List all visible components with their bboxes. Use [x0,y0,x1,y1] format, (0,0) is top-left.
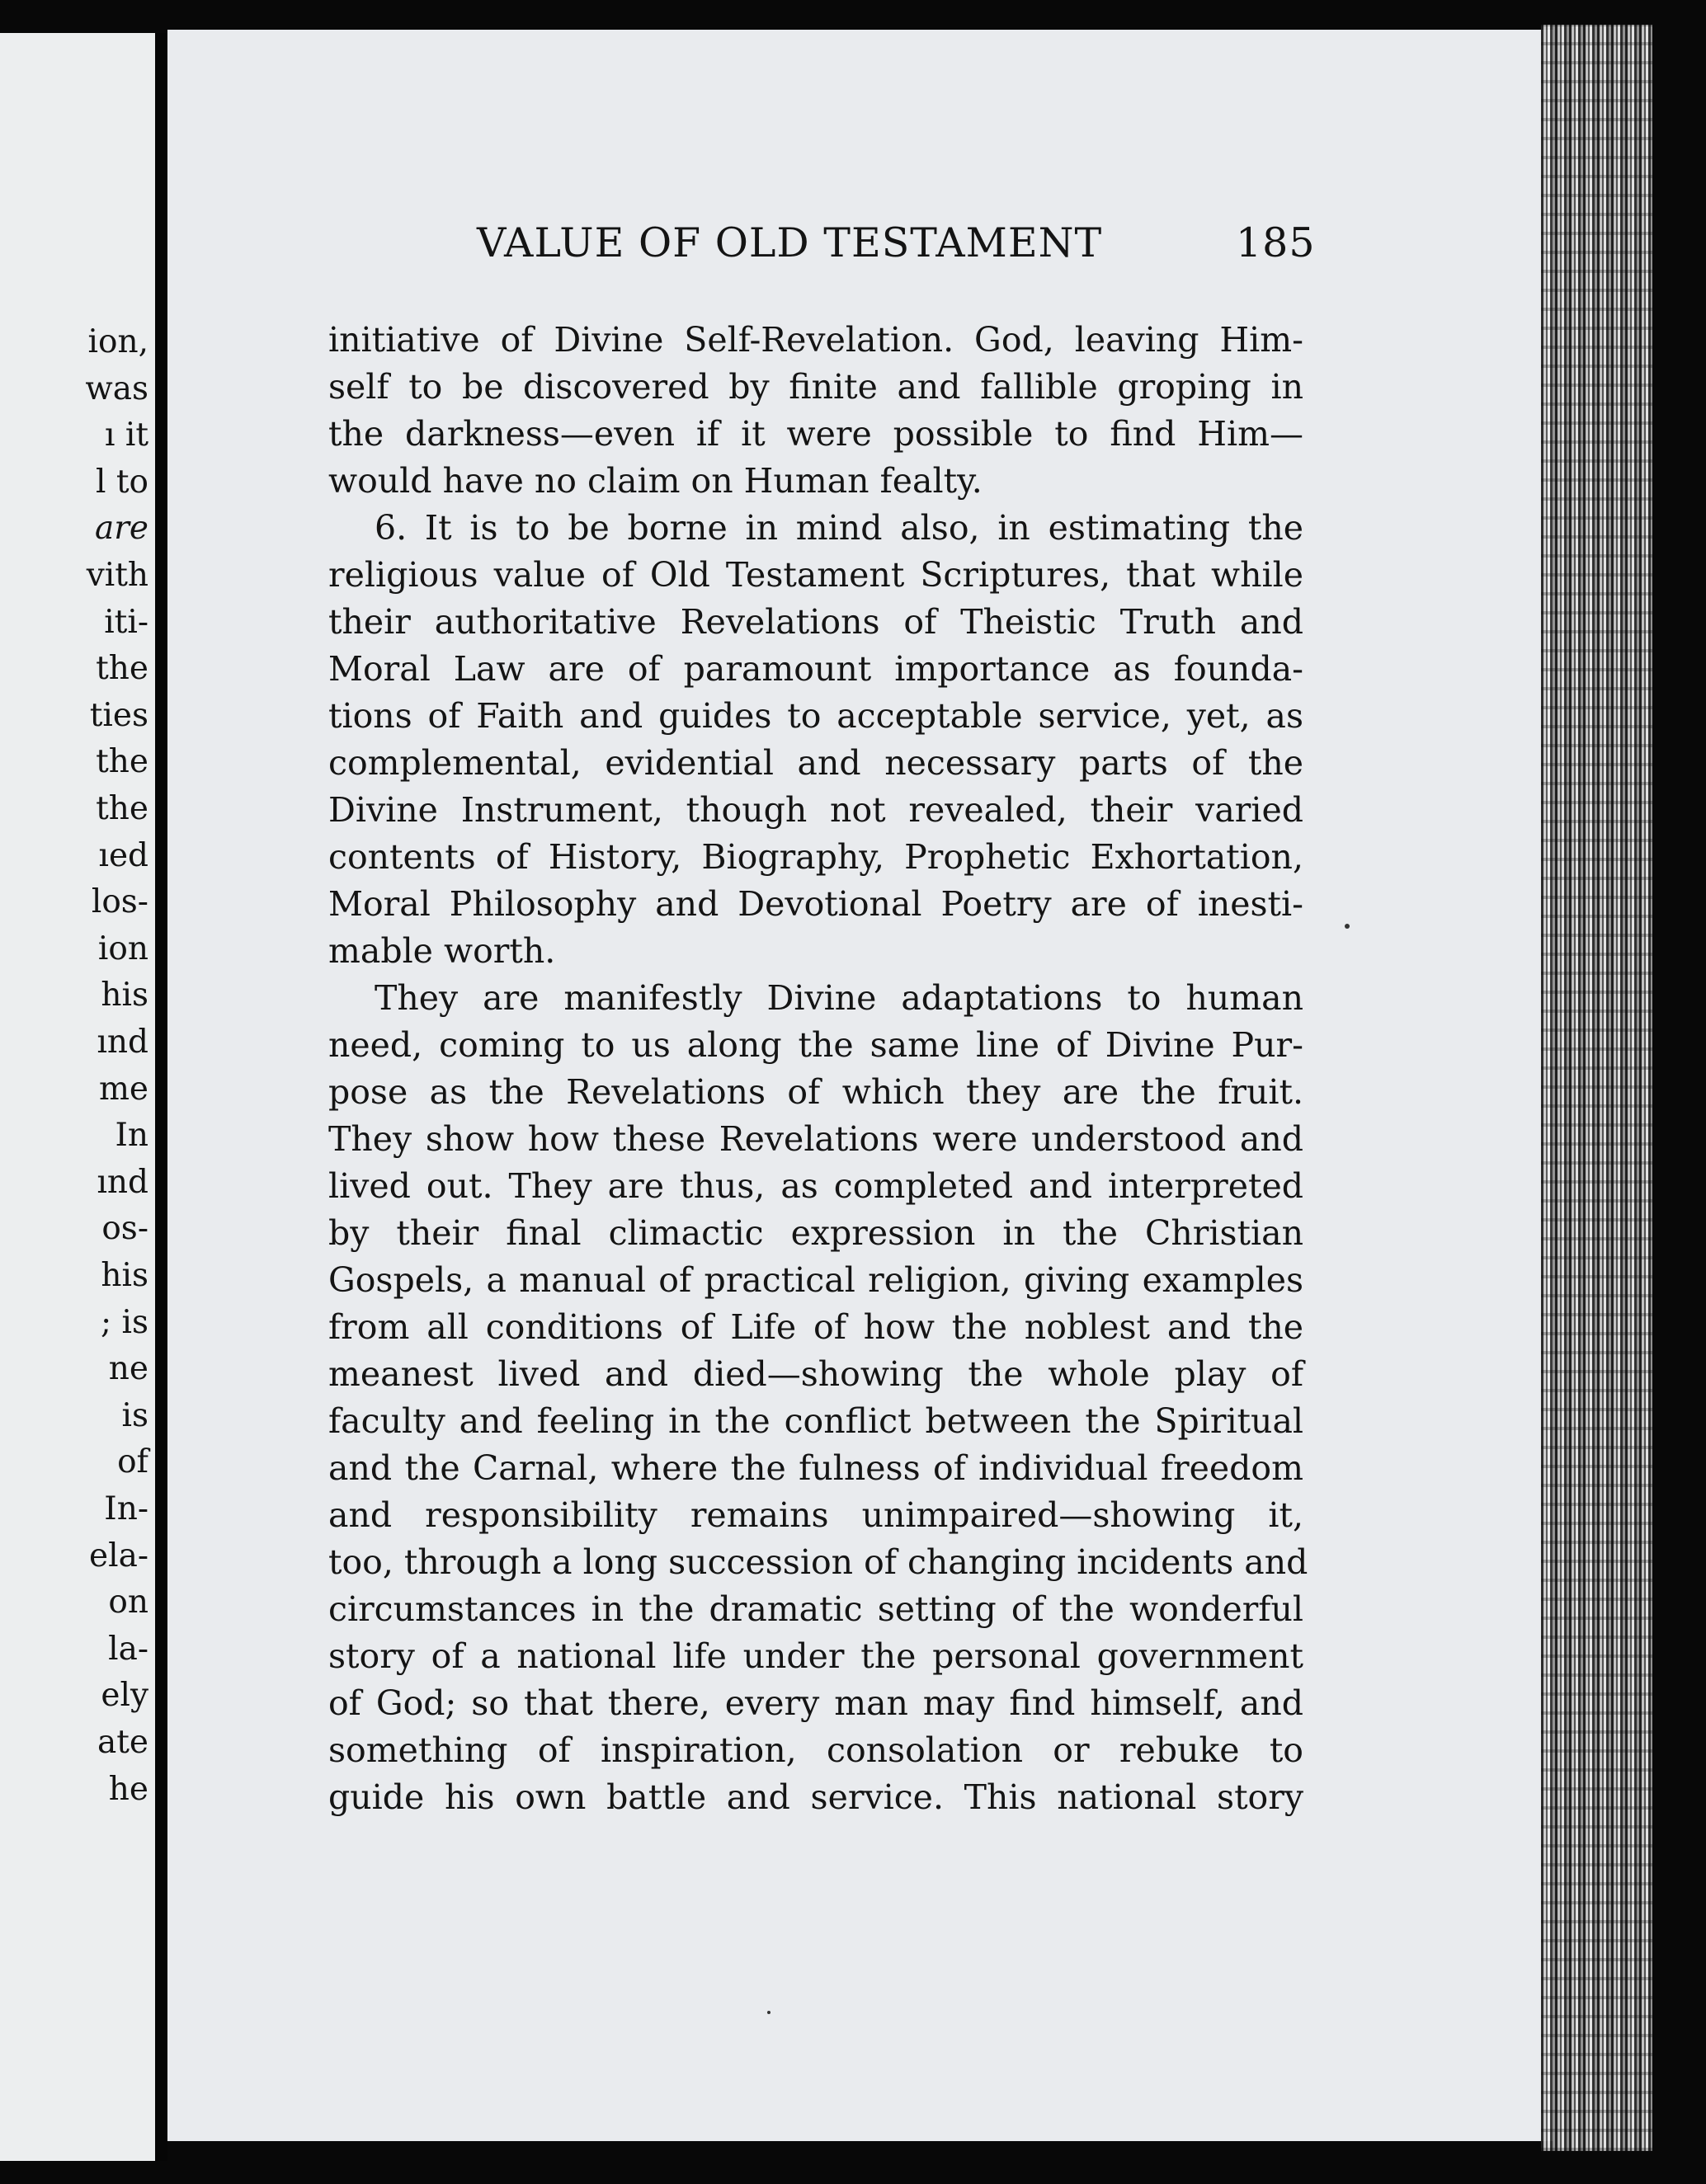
dust-speck [767,2011,771,2014]
text-line: the darkness—even if it were possible to find Him— [328,414,1303,454]
text-line: by their final climactic expression in the Christian [328,1213,1303,1253]
left-page-line: was [85,369,148,407]
left-page-line: ion [97,930,148,967]
page-number: 185 [1236,219,1316,266]
left-page-line: his [101,1257,148,1294]
body-text [328,317,1308,1821]
left-page-line: ely [101,1677,148,1715]
left-page-line: ela- [89,1537,148,1574]
text-line: of God; so that there, every man may find himself, and [328,1683,1303,1723]
book-gutter [155,33,167,2161]
left-page-fragment [0,33,155,2161]
text-line: pose as the Revelations of which they are the fruit. [328,1072,1303,1112]
text-line: initiative of Divine Self-Revelation. God, leaving Him- [328,320,1303,360]
left-page-line: ne [108,1350,148,1388]
text-line: tions of Faith and guides to acceptable service, yet, as [328,696,1303,736]
left-page-line: ; is [100,1303,148,1341]
text-line: Moral Philosophy and Devotional Poetry are of inesti- [328,884,1303,924]
left-page-line: ion, [87,323,148,360]
left-page-line: his [101,977,148,1014]
text-line: something of inspiration, consolation or rebuke to [328,1730,1303,1770]
text-line: mable worth. [328,931,556,971]
left-page-line: the [96,650,148,688]
text-line: self to be discovered by finite and fallible groping in [328,367,1303,407]
left-page-line: the [96,790,148,827]
left-page-line: In [115,1117,148,1155]
text-line: and responsibility remains unimpaired—showing it, [328,1495,1303,1535]
left-page-line: ate [97,1724,148,1761]
left-page-line: vith [86,557,148,594]
left-page-line: ı it [104,417,148,454]
text-line: circumstances in the dramatic setting of the wonderful [328,1589,1303,1629]
text-line: religious value of Old Testament Scriptures, that while [328,555,1303,595]
left-page-line: ınd [97,1024,148,1061]
text-line: contents of History, Biography, Prophetic Exhortation, [328,837,1303,877]
left-page-line: me [98,1070,148,1108]
text-line: 6. It is to be borne in mind also, in estimating the [375,508,1303,548]
text-line: from all conditions of Life of how the noblest and the [328,1307,1303,1347]
left-page-line: la- [108,1630,148,1668]
left-page-line: os- [101,1210,148,1248]
left-page-line: los- [91,883,148,921]
text-line: and the Carnal, where the fulness of individual freedom [328,1448,1303,1488]
left-page-line: the [96,743,148,781]
text-line: They are manifestly Divine adaptations to human [375,978,1303,1018]
left-page-line: on [108,1584,148,1622]
left-page-line: iti- [104,603,148,641]
left-page-line: of [117,1443,148,1481]
text-line: would have no claim on Human fealty. [328,461,983,501]
text-line: guide his own battle and service. This national story [328,1777,1303,1817]
left-page-line: l to [95,463,148,501]
text-line: faculty and feeling in the conflict between the Spiritual [328,1401,1303,1441]
page-fore-edge-shade [1541,25,1652,2151]
left-page-line: ıed [98,836,148,874]
text-line: Gospels, a manual of practical religion, giving examples [328,1260,1303,1300]
left-page-line: In- [104,1490,148,1527]
text-line: their authoritative Revelations of Theistic Truth and [328,602,1303,642]
left-page-line: ınd [97,1163,148,1201]
text-line: Divine Instrument, though not revealed, their varied [328,790,1303,830]
left-page-line: ties [89,696,148,734]
text-line: too, through a long succession of changing incidents and [328,1542,1308,1582]
text-line: need, coming to us along the same line of Divine Pur- [328,1025,1303,1065]
dust-speck [1345,924,1350,929]
text-line: story of a national life under the personal government [328,1636,1303,1676]
left-page-line: is [121,1396,148,1434]
text-line: lived out. They are thus, as completed and interpreted [328,1166,1303,1206]
text-line: They show how these Revelations were understood and [328,1119,1303,1159]
text-line: complemental, evidential and necessary parts of the [328,743,1303,783]
left-page-line: are [95,510,148,548]
text-line: meanest lived and died—showing the whole play of [328,1354,1303,1394]
left-page-line: he [108,1770,148,1808]
text-line: Moral Law are of paramount importance as founda- [328,649,1303,689]
running-title: VALUE OF OLD TESTAMENT [477,219,1103,266]
